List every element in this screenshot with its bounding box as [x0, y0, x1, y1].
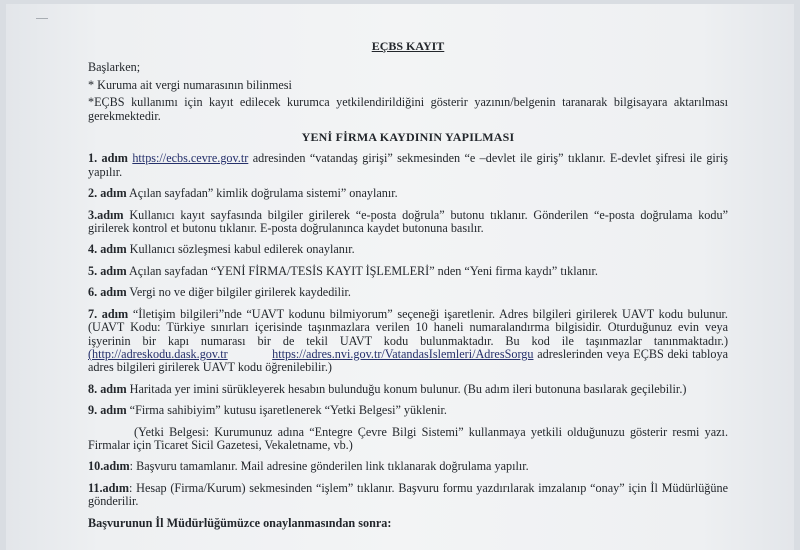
step-label: 11.adım: [88, 480, 129, 495]
step-text: Haritada yer imini sürükleyerek hesabın bulunduğu konum bulunur. (Bu adım ileri butonuna basılarak geçilebilir.): [126, 381, 687, 396]
pen-mark: [36, 12, 48, 19]
step-text: Kullanıcı sözleşmesi kabul edilerek onaylanır.: [126, 242, 355, 257]
step-text: : Başvuru tamamlanır. Mail adresine gönderilen link tıklanarak doğrulama yapılır.: [129, 459, 529, 474]
ecbs-link[interactable]: https://ecbs.cevre.gov.tr: [132, 151, 249, 166]
step-8: [88, 383, 728, 396]
step-text: adresinden “vatandaş girişi” sekmesinden “e –devlet ile giriş” tıklanır. E-devlet şifresi ile giriş yapılır.: [88, 151, 728, 179]
intro-heading: Başlarken;: [88, 60, 141, 75]
step-2: [88, 187, 728, 200]
step-1: [88, 152, 728, 179]
document-body: [88, 40, 728, 538]
step-text: Açılan sayfadan” kimlik doğrulama sistemi” onaylanır.: [126, 186, 398, 201]
step-label: 3.adım: [88, 207, 124, 222]
step-5: [88, 265, 728, 278]
final-heading: Başvurunun İl Müdürlüğümüzce onaylanmasından sonra:: [88, 515, 392, 530]
step-11: [88, 482, 728, 509]
step-4: [88, 243, 728, 256]
document-title: EÇBS KAYIT: [371, 39, 445, 53]
section-title: YENİ FİRMA KAYDININ YAPILMASI: [301, 130, 515, 145]
step-text: “İletişim bilgileri”nde “UAVT kodunu bilmiyorum” seçeneği işaretlenir. Adres bilgileri girilerek UAVT kodu bulunur. (UAVT Kodu: Türkiye sınırları içerisinde taşınmazlara verilen 10 haneli numaralandırma bilgisidir. Oturduğunuz evin veya işyerinin bir kapı numarası bir de tekil UAVT kodu bulunmaktadır. Bu kod ile taşınmazlar tanınmaktadır.): [88, 306, 728, 348]
step-3: [88, 209, 728, 236]
authority-note: [88, 426, 728, 453]
step-text: “Firma sahibiyim” kutusu işaretlenerek “Yetki Belgesi” yüklenir.: [126, 403, 447, 418]
step-label: 4. adım: [88, 242, 127, 257]
step-label: 1. adım: [88, 151, 128, 166]
nvi-link[interactable]: https://adres.nvi.gov.tr/VatandasIslemleri/AdresSorgu: [272, 346, 534, 361]
step-text: Açılan sayfadan “YENİ FİRMA/TESİS KAYIT İŞLEMLERİ” nden “Yeni firma kaydı” tıklanır.: [126, 263, 598, 278]
step-text-end: adreslerinden veya EÇBS deki tabloya adres bilgileri girilerek UAVT kodu öğrenilebilir.): [88, 346, 729, 375]
prereq-bullet-2: *EÇBS kullanımı için kayıt edilecek kurumca yetkilendirildiğini gösterir yazının/belgenin taranarak bilgisayara aktarılması gerekmektedir.: [88, 95, 728, 123]
step-6: [88, 286, 728, 299]
step-text: Vergi no ve diğer bilgiler girilerek kaydedilir.: [126, 285, 351, 300]
step-label: 7. adım: [88, 306, 129, 321]
step-text: : Hesap (Firma/Kurum) sekmesinden “işlem” tıklanır. Başvuru formu yazdırılarak imzalanıp “onay” için İl Müdürlüğüne gönderilir.: [88, 480, 728, 509]
step-7: [88, 308, 728, 375]
step-text: Kullanıcı kayıt sayfasında bilgiler girilerek “e-posta doğrula” butonu tıklanır. Gönderilen “e-posta doğrulama kodu” girilerek kontrol et butonu tıklanır. E-posta doğrulanınca kaydet butonuna basılır.: [88, 207, 728, 236]
prereq-bullet-1: * Kuruma ait vergi numarasının bilinmesi: [88, 77, 292, 92]
step-label: 6. adım: [88, 285, 127, 300]
dask-link[interactable]: (http://adreskodu.dask.gov.tr: [88, 346, 228, 361]
step-9: [88, 404, 728, 417]
scanned-page: [6, 4, 794, 550]
step-label: 8. adım: [88, 381, 127, 396]
step-label: 10.adım: [88, 459, 130, 474]
step-label: 5. adım: [88, 263, 127, 278]
note-text: (Yetki Belgesi: Kurumunuz adına “Entegre Çevre Bilgi Sistemi” kullanmaya yetkili olduğunuzu gösterir resmi yazı. Firmalar için Ticaret Sicil Gazetesi, Vekaletname, vb.): [88, 424, 728, 452]
step-label: 9. adım: [88, 403, 127, 418]
step-label: 2. adım: [88, 186, 127, 201]
step-10: [88, 460, 728, 473]
